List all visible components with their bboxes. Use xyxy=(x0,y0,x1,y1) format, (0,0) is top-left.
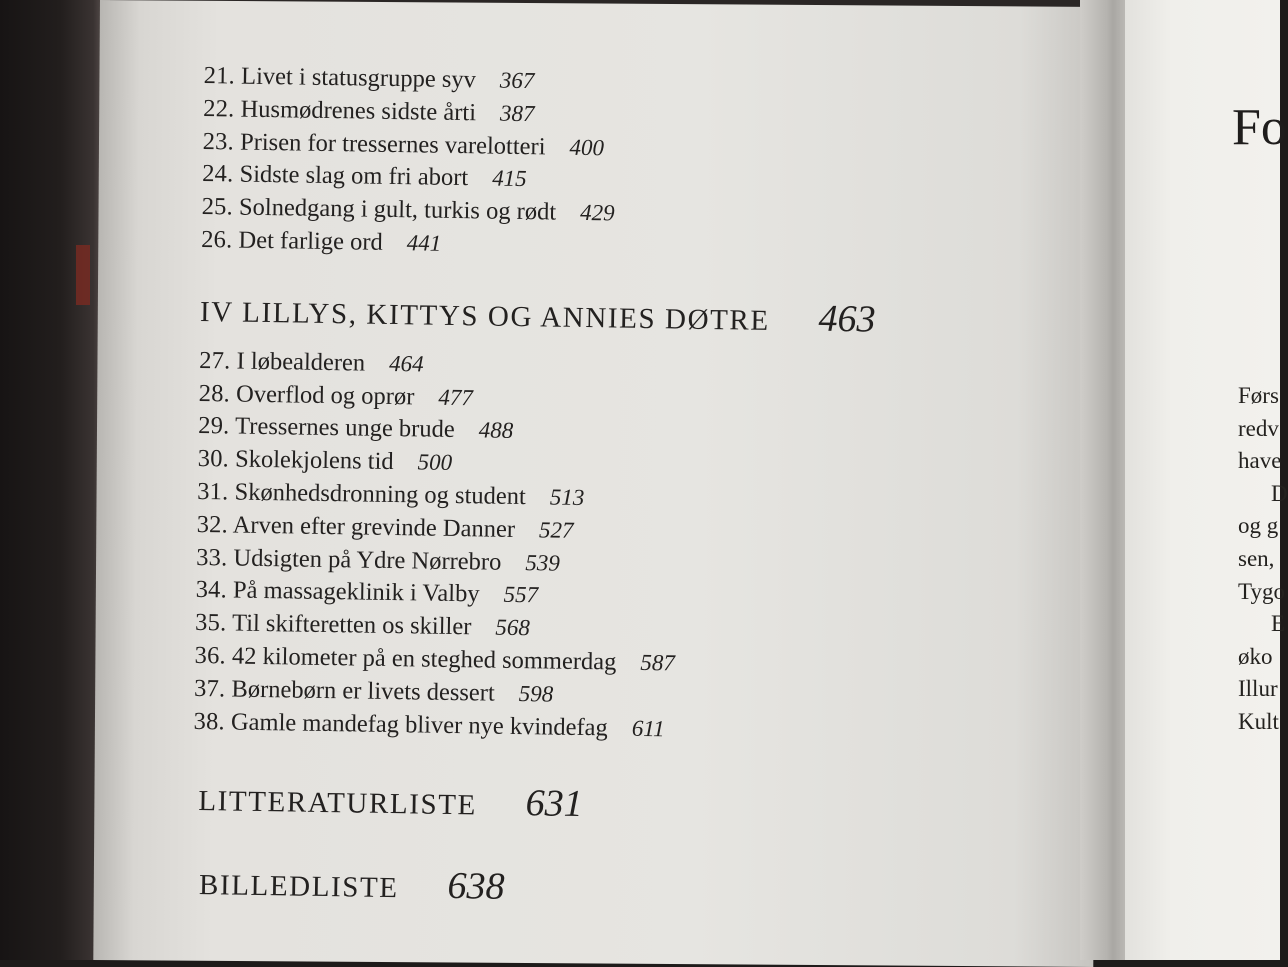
chapter-title: Arven efter grevinde Danner xyxy=(232,511,516,543)
facing-page-line: Kult xyxy=(1238,708,1279,734)
chapter-page: 598 xyxy=(518,680,554,707)
chapter-number: 23. xyxy=(202,127,235,156)
chapter-number: 29. xyxy=(198,412,230,440)
chapter-list-part4 xyxy=(193,345,1059,752)
chapter-number: 31. xyxy=(197,477,229,506)
chapter-number: 38. xyxy=(193,707,226,735)
chapter-number: 25. xyxy=(201,193,234,221)
chapter-page: 500 xyxy=(417,449,453,476)
facing-page-text xyxy=(1238,380,1288,739)
chapter-number: 21. xyxy=(203,61,236,90)
chapter-number: 27. xyxy=(199,346,231,375)
chapter-number: 37. xyxy=(193,674,226,703)
chapter-number: 35. xyxy=(194,609,227,637)
chapter-number: 33. xyxy=(195,543,228,571)
illustrations-title: BILLEDLISTE xyxy=(198,869,399,905)
chapter-title: Tressernes unge brude xyxy=(234,412,455,444)
facing-page-line: have xyxy=(1238,448,1282,474)
bookmark-ribbon xyxy=(76,245,90,305)
chapter-page: 429 xyxy=(579,200,615,226)
chapter-number: 34. xyxy=(195,576,228,604)
bibliography-page: 631 xyxy=(525,782,584,826)
facing-page-line: og g xyxy=(1238,513,1279,539)
facing-page-line: redv xyxy=(1238,415,1279,441)
chapter-list-part3 xyxy=(201,60,1064,270)
chapter-page: 400 xyxy=(569,134,605,160)
table-of-contents xyxy=(191,60,1064,918)
part-heading xyxy=(200,287,1061,345)
facing-page-line: øko xyxy=(1238,643,1273,669)
chapter-title: Livet i statusgruppe syv xyxy=(240,62,477,94)
chapter-title: Udsigten på Ydre Nørrebro xyxy=(233,544,502,576)
chapter-number: 22. xyxy=(203,94,235,123)
chapter-page: 557 xyxy=(503,582,539,608)
chapter-number: 36. xyxy=(194,641,227,670)
facing-page-line: D xyxy=(1271,480,1288,506)
chapter-title: Overflod og oprør xyxy=(235,380,415,410)
chapter-title: Det farlige ord xyxy=(238,226,383,256)
chapter-title: Til skifteretten os skiller xyxy=(231,609,472,641)
chapter-title: Skolekjolens tid xyxy=(234,445,394,476)
chapter-title: Prisen for tressernes varelotteri xyxy=(239,128,546,160)
chapter-title: Børnebørn er livets dessert xyxy=(231,675,495,707)
chapter-page: 367 xyxy=(499,67,535,94)
part-heading-page: 463 xyxy=(818,297,876,341)
chapter-page: 441 xyxy=(406,230,442,256)
illustrations-page: 638 xyxy=(447,865,505,909)
chapter-page: 488 xyxy=(478,417,514,444)
chapter-title: Gamle mandefag bliver nye kvindefag xyxy=(230,708,609,741)
facing-page-line: sen, xyxy=(1238,545,1275,571)
chapter-title: På massageklinik i Valby xyxy=(232,576,480,608)
chapter-title: Sidste slag om fri abort xyxy=(239,160,469,192)
chapter-title: Skønhedsdronning og student xyxy=(234,478,527,511)
chapter-title: I løbealderen xyxy=(236,347,366,377)
facing-page-line: Tygo xyxy=(1238,578,1285,604)
chapter-number: 26. xyxy=(200,225,233,254)
chapter-page: 587 xyxy=(640,649,676,676)
chapter-page: 611 xyxy=(631,715,665,741)
chapter-number: 28. xyxy=(198,379,231,408)
chapter-page: 415 xyxy=(491,165,527,192)
facing-page-line: E xyxy=(1271,611,1286,637)
chapter-page: 387 xyxy=(499,100,535,126)
chapter-page: 527 xyxy=(538,517,574,543)
facing-page-line: Illur xyxy=(1238,676,1278,702)
chapter-title: 42 kilometer på en steghed sommerdag xyxy=(231,642,617,676)
bibliography-title: LITTERATURLISTE xyxy=(198,785,478,822)
chapter-page: 568 xyxy=(495,614,531,641)
chapter-number: 30. xyxy=(197,445,230,473)
chapter-title: Solnedgang i gult, turkis og rødt xyxy=(238,193,557,226)
bibliography-heading xyxy=(198,776,1053,833)
chapter-page: 539 xyxy=(525,549,561,576)
chapter-page: 464 xyxy=(388,350,424,377)
facing-page-line: Førs xyxy=(1238,383,1279,408)
chapter-page: 513 xyxy=(549,484,585,510)
chapter-number: 32. xyxy=(196,510,229,539)
chapter-page: 477 xyxy=(438,384,474,410)
chapter-number: 24. xyxy=(201,160,234,188)
chapter-title: Husmødrenes sidste årti xyxy=(240,95,477,127)
facing-page-title: Fo xyxy=(1232,99,1287,156)
part-heading-title: IV LILLYS, KITTYS OG ANNIES DØTRE xyxy=(199,295,770,337)
